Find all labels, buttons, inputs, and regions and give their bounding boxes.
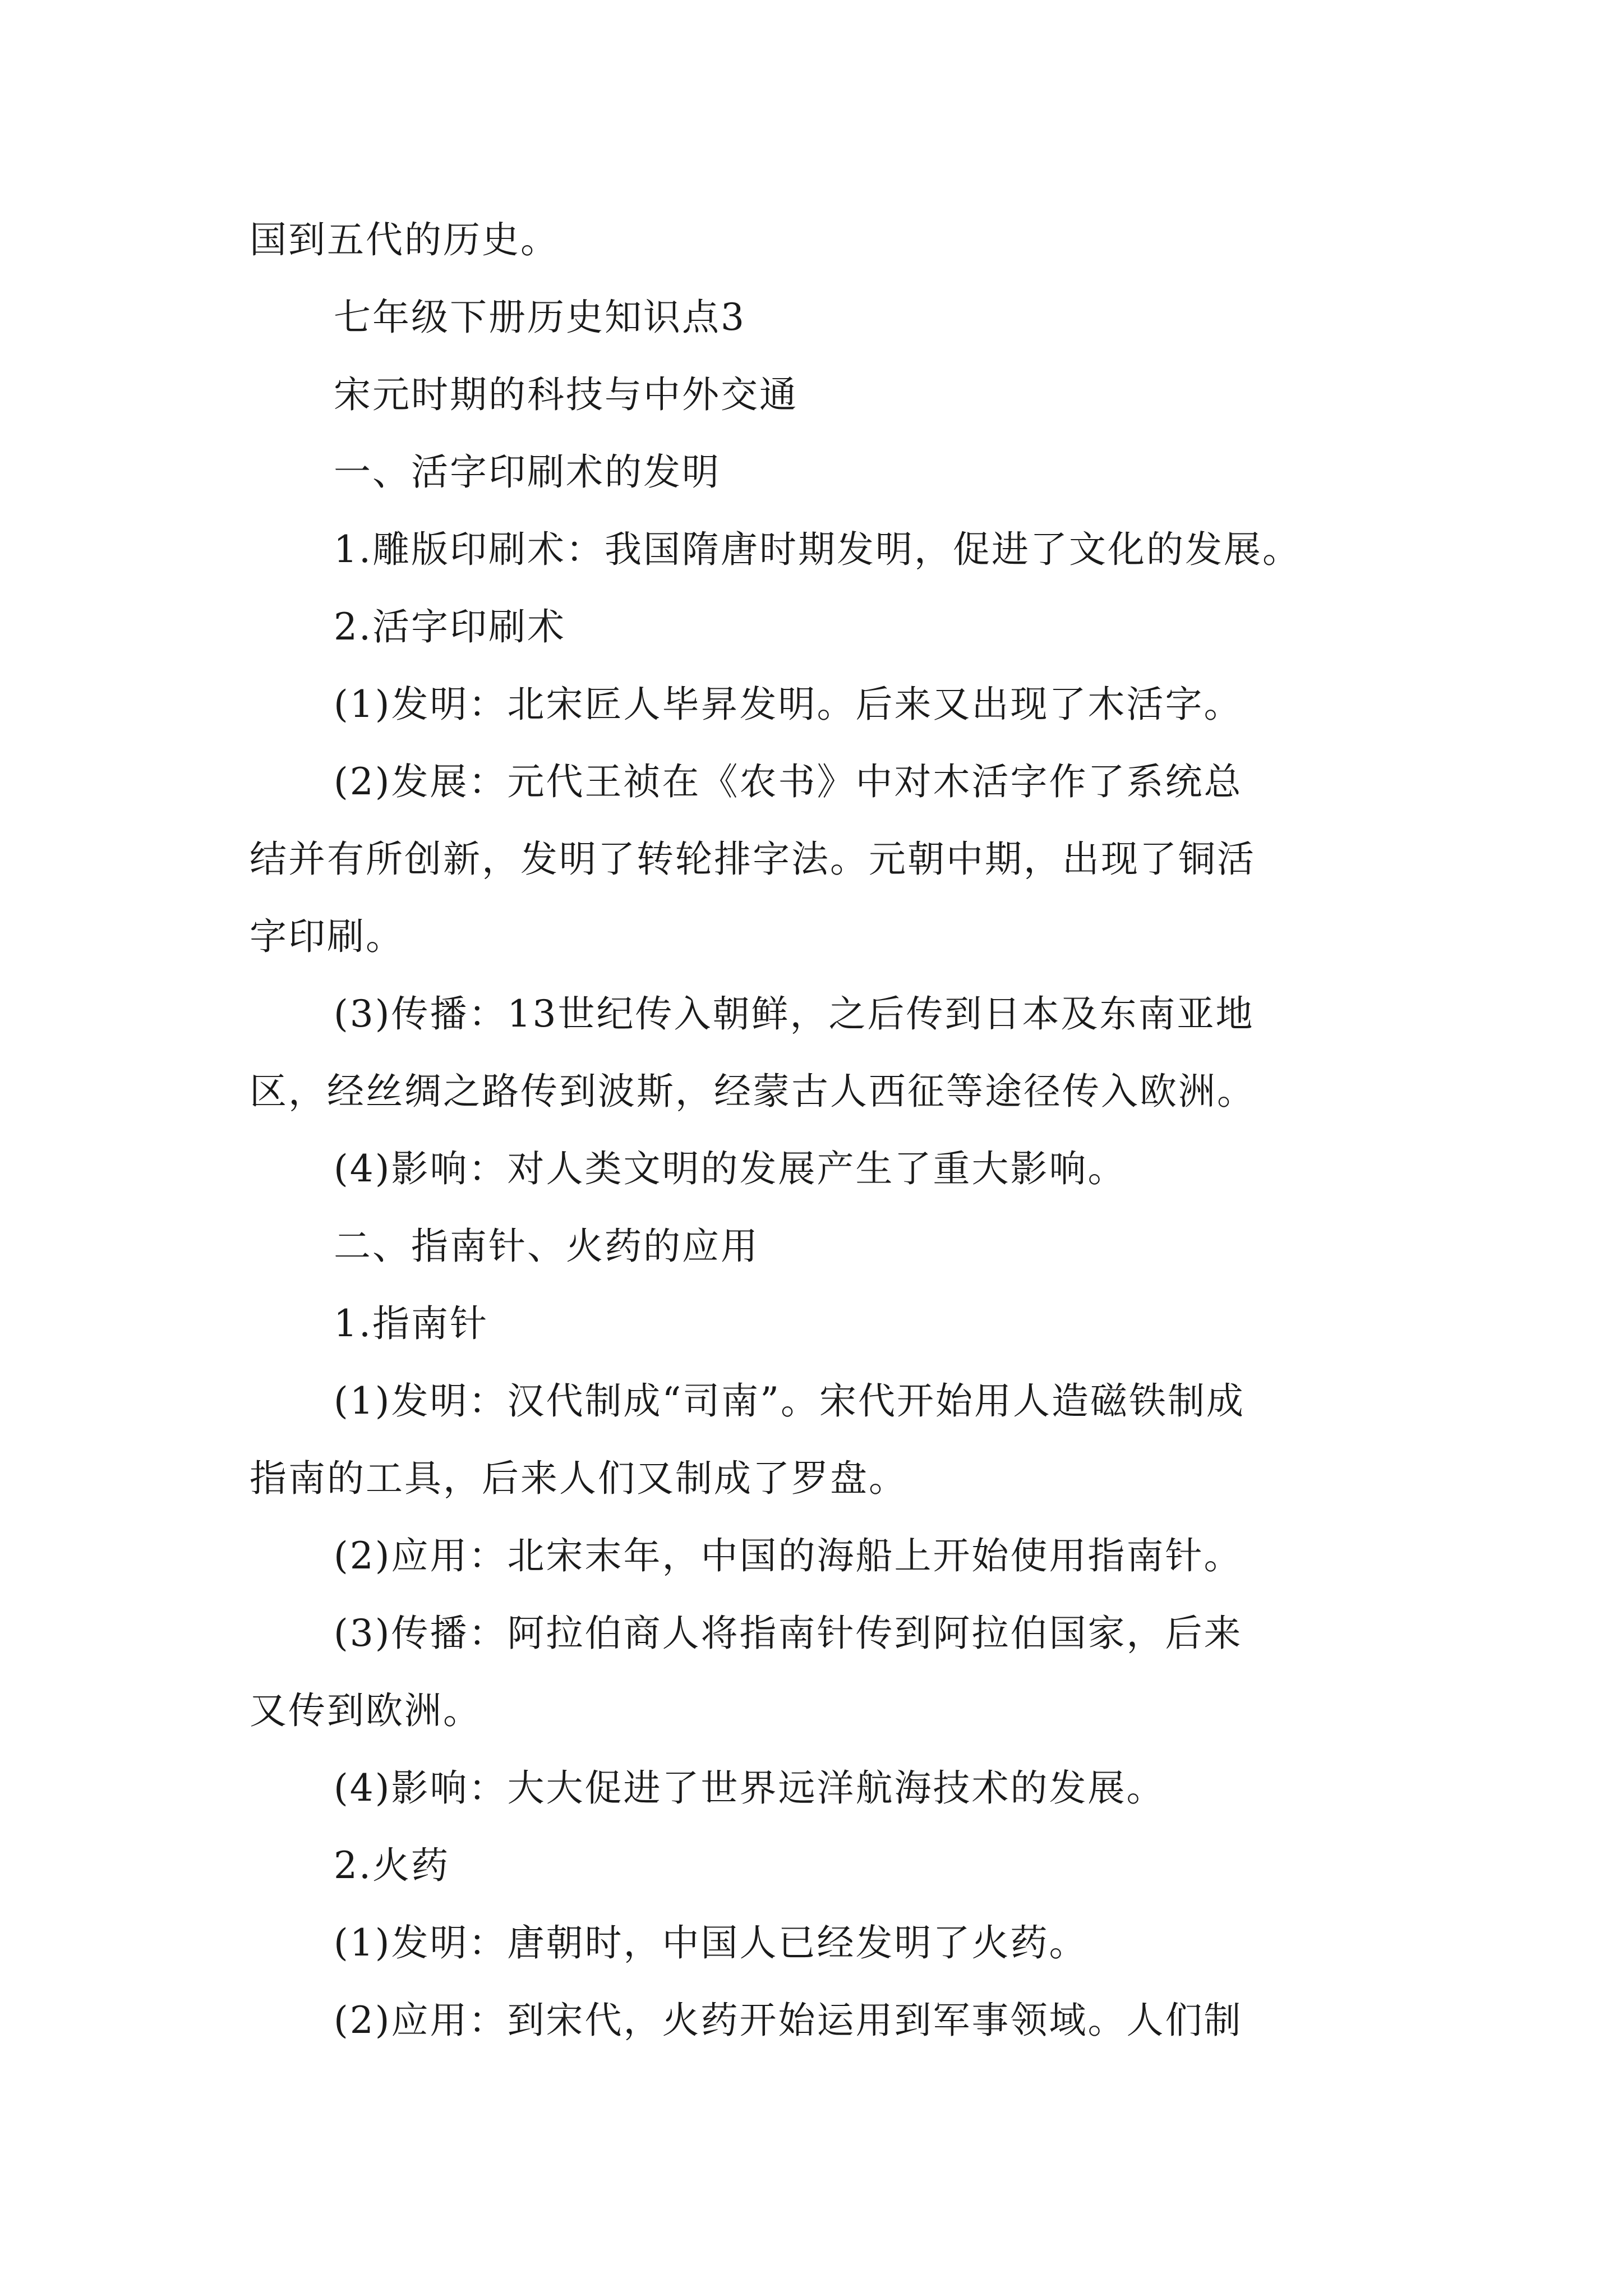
text-line: 字印刷。 [250,915,404,958]
text-line: 国到五代的历史。 [250,218,559,261]
text-line: (1)发明：北宋匠人毕昇发明。后来又出现了木活字。 [334,683,1243,726]
text-line: 区，经丝绸之路传到波斯，经蒙古人西征等途径传入欧洲。 [250,1070,1256,1113]
text-line: (2)应用：北宋末年，中国的海船上开始使用指南针。 [334,1534,1243,1577]
text-line: (2)发展：元代王祯在《农书》中对木活字作了系统总 [334,760,1243,803]
text-line: 1.雕版印刷术：我国隋唐时期发明，促进了文化的发展。 [334,528,1301,571]
text-line: 2.火药 [334,1844,450,1887]
text-line: (1)发明：唐朝时，中国人已经发明了火药。 [334,1921,1088,1964]
text-line: (1)发明：汉代制成“司南”。宋代开始用人造磁铁制成 [334,1379,1245,1423]
heading-part-two: 二、指南针、火药的应用 [334,1225,759,1268]
text-line: (4)影响：大大促进了世界远洋航海技术的发展。 [334,1766,1165,1810]
text-line: (2)应用：到宋代，火药开始运用到军事领域。人们制 [334,1999,1243,2042]
heading-knowledge-point: 七年级下册历史知识点3 [334,296,746,339]
heading-section-title: 宋元时期的科技与中外交通 [334,373,798,416]
text-line: (3)传播：阿拉伯商人将指南针传到阿拉伯国家，后来 [334,1612,1243,1655]
text-line: (4)影响：对人类文明的发展产生了重大影响。 [334,1147,1127,1190]
heading-part-one: 一、活字印刷术的发明 [334,450,721,494]
text-line: 1.指南针 [334,1302,488,1345]
text-line: 结并有所创新，发明了转轮排字法。元朝中期，出现了铜活 [250,838,1256,881]
text-line: (3)传播：13世纪传入朝鲜，之后传到日本及东南亚地 [334,992,1255,1036]
text-line: 指南的工具，后来人们又制成了罗盘。 [250,1457,907,1500]
text-line: 2.活字印刷术 [334,605,566,648]
text-line: 又传到欧洲。 [250,1689,482,1732]
